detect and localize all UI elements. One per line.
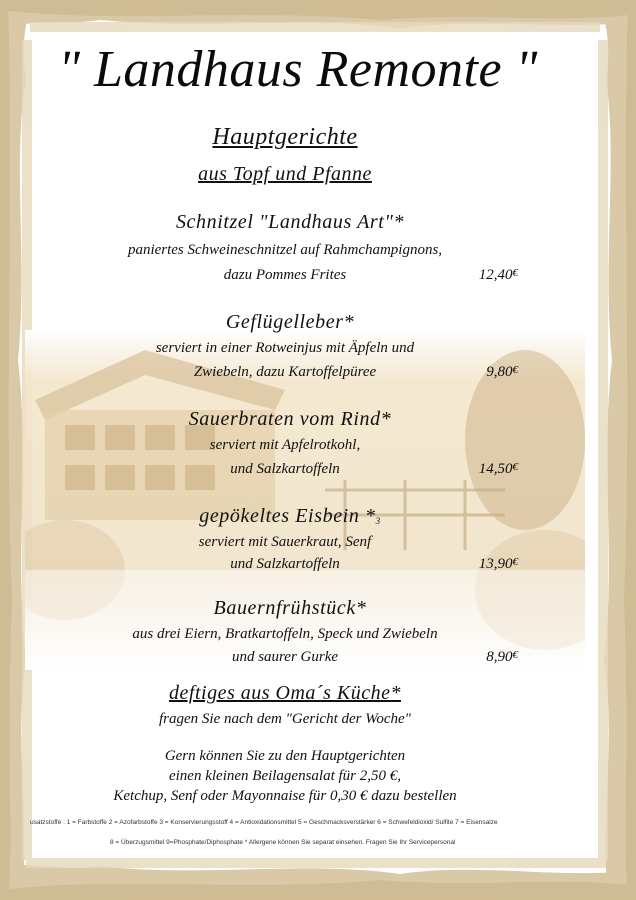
price-value: 12,40 — [478, 267, 513, 283]
additive-marker: 3 — [375, 516, 381, 526]
dish-description: paniertes Schweineschnitzel auf Rahmchampignons, — [127, 242, 443, 258]
price-value: 9,80 — [486, 364, 513, 380]
restaurant-title: " Landhaus Remonte " — [58, 41, 538, 98]
dish-name-text: gepökeltes Eisbein * — [199, 505, 376, 527]
allergens-footnote: 8 = Überzugsmittel 9=Phosphate/Diphosphate * Allergene können Sie separat einsehen. Fragen Sie Ihr Servicepersonal — [110, 839, 456, 846]
dish-description: und Salzkartoffeln — [230, 556, 340, 572]
price-value: 8,90 — [486, 649, 513, 665]
dish-description: serviert mit Apfelrotkohl, — [209, 437, 361, 453]
currency: € — [512, 461, 518, 473]
dish-name: Bauernfrühstück* — [213, 597, 367, 619]
side-salad-note: einen kleinen Beilagensalat für 2,50 €, — [168, 768, 402, 784]
dish-description: serviert in einer Rotweinjus mit Äpfeln und — [155, 340, 415, 356]
dish-description: serviert mit Sauerkraut, Senf — [198, 534, 372, 550]
dish-name: Sauerbraten vom Rind* — [188, 408, 392, 430]
dish-price — [440, 364, 518, 381]
price-value: 14,50 — [478, 461, 513, 477]
price-value: 13,90 — [478, 556, 513, 572]
currency: € — [512, 364, 518, 376]
dish-description: Zwiebeln, dazu Kartoffelpüree — [193, 364, 377, 380]
dish-price — [440, 556, 518, 573]
dish-name: Schnitzel "Landhaus Art"* — [175, 211, 405, 233]
additives-footnote: usatzstoffe : 1 = Farbstoffe 2 = Azofarbstoffe 3 = Konservierungsstoff 4 = Antioxidationsmittel 5 = Geschmacksverstärker 6 = Schwefeldioxid/ Sulfite 7 = Eisensalze — [30, 819, 498, 826]
dish-price — [440, 461, 518, 478]
section-subtitle: aus Topf und Pfanne — [198, 163, 372, 185]
dish-description: dazu Pommes Frites — [223, 267, 347, 283]
oma-section-title: deftiges aus Oma´s Küche* — [169, 682, 401, 704]
dish-price — [440, 267, 518, 284]
side-salad-note: Ketchup, Senf oder Mayonnaise für 0,30 € dazu bestellen — [113, 788, 457, 804]
dish-price — [440, 649, 518, 666]
side-salad-note: Gern können Sie zu den Hauptgerichten — [164, 748, 406, 764]
currency: € — [512, 556, 518, 568]
dish-description: und saurer Gurke — [231, 649, 339, 665]
dish-description: aus drei Eiern, Bratkartoffeln, Speck und Zwiebeln — [132, 626, 438, 642]
currency: € — [512, 267, 518, 279]
dish-description: und Salzkartoffeln — [230, 461, 340, 477]
currency: € — [512, 649, 518, 661]
dish-name: Geflügelleber* — [225, 311, 355, 333]
section-title: Hauptgerichte — [212, 124, 358, 150]
dish-name — [80, 505, 500, 528]
oma-section-subtitle: fragen Sie nach dem "Gericht der Woche" — [159, 711, 411, 727]
